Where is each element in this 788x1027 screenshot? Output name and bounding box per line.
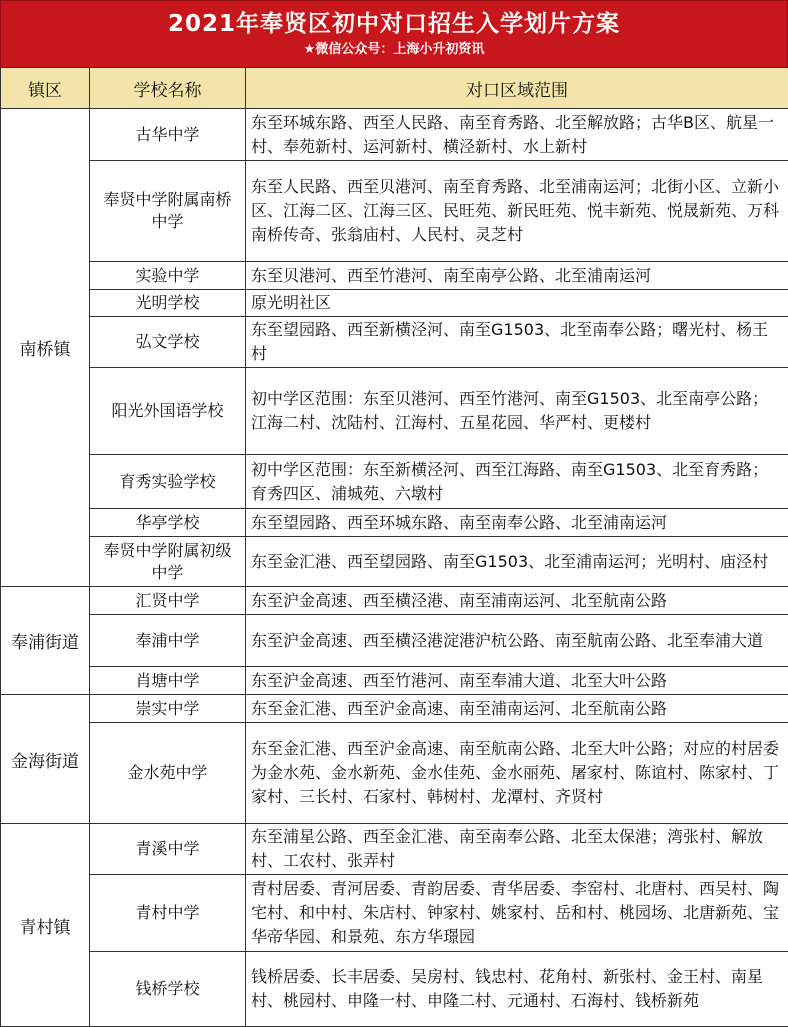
school-name-cell: 崇实中学 [90,695,246,723]
district-cell: 金海街道 [1,695,90,824]
page-header [0,0,788,68]
scope-cell: 东至浦星公路、西至金汇港、南至南奉公路、北至太保港；湾张村、解放村、工农村、张弄村 [246,824,788,875]
school-name-cell: 古华中学 [90,109,246,161]
table-row [1,695,788,723]
district-cell: 青村镇 [1,824,90,1027]
table-row [1,824,788,875]
table-row [1,615,788,667]
scope-cell: 原光明社区 [246,290,788,317]
scope-cell: 青村居委、青河居委、青韵居委、青华居委、李窑村、北唐村、西吴村、陶宅村、和中村、朱店村、钟家村、姚家村、岳和村、桃园场、北唐新苑、宝华帝华园、和景苑、东方华璟园 [246,875,788,952]
school-name-cell: 阳光外国语学校 [90,368,246,455]
school-name-cell: 光明学校 [90,290,246,317]
table-row [1,290,788,317]
table-row [1,317,788,368]
scope-cell: 东至人民路、西至贝港河、南至育秀路、北至浦南运河；北街小区、立新小区、江海二区、江海三区、民旺苑、新民旺苑、悦丰新苑、悦晟新苑、万科南桥传奇、张翁庙村、人民村、灵芝村 [246,161,788,262]
table-row [1,262,788,290]
scope-cell: 东至沪金高速、西至横泾港淀港沪杭公路、南至航南公路、北至奉浦大道 [246,615,788,667]
school-name-cell: 奉贤中学附属初级中学 [90,537,246,587]
scope-cell: 东至环城东路、西至人民路、南至育秀路、北至解放路；古华B区、航星一村、奉苑新村、运河新村、横泾新村、水上新村 [246,109,788,161]
district-cell: 奉浦街道 [1,587,90,695]
school-name-cell: 奉浦中学 [90,615,246,667]
scope-cell: 东至金汇港、西至沪金高速、南至浦南运河、北至航南公路 [246,695,788,723]
page-title: 2021年奉贤区初中对口招生入学划片方案 [168,9,620,39]
scope-cell: 东至望园路、西至环城东路、南至南奉公路、北至浦南运河 [246,509,788,537]
table-row [1,952,788,1027]
table-row [1,723,788,824]
scope-cell: 东至望园路、西至新横泾河、南至G1503、北至南奉公路；曙光村、杨王村 [246,317,788,368]
school-name-cell: 弘文学校 [90,317,246,368]
page-subtitle: ★微信公众号：上海小升初资讯 [304,41,485,59]
school-name-cell: 肖塘中学 [90,667,246,695]
school-name-cell: 青村中学 [90,875,246,952]
scope-cell: 东至贝港河、西至竹港河、南至南亭公路、北至浦南运河 [246,262,788,290]
column-header-school: 学校名称 [90,68,246,109]
scope-cell: 初中学区范围：东至新横泾河、西至江海路、南至G1503、北至育秀路；育秀四区、浦城苑、六墩村 [246,455,788,509]
table-row [1,875,788,952]
table-header-row [1,68,788,109]
school-name-cell: 汇贤中学 [90,587,246,615]
table-row [1,509,788,537]
school-name-cell: 青溪中学 [90,824,246,875]
scope-cell: 东至沪金高速、西至横泾港、南至浦南运河、北至航南公路 [246,587,788,615]
table-row [1,537,788,587]
school-district-table [0,67,788,1027]
scope-cell: 东至金汇港、西至沪金高速、南至航南公路、北至大叶公路；对应的村居委为金水苑、金水新苑、金水佳苑、金水丽苑、屠家村、陈谊村、陈家村、丁家村、三长村、石家村、韩树村、龙潭村、齐贤村 [246,723,788,824]
scope-cell: 东至金汇港、西至望园路、南至G1503、北至浦南运河；光明村、庙泾村 [246,537,788,587]
column-header-district: 镇区 [1,68,90,109]
table-row [1,109,788,161]
school-name-cell: 钱桥学校 [90,952,246,1027]
table-row [1,455,788,509]
scope-cell: 东至沪金高速、西至竹港河、南至奉浦大道、北至大叶公路 [246,667,788,695]
table-row [1,368,788,455]
table-row [1,161,788,262]
column-header-scope: 对口区域范围 [246,68,788,109]
school-name-cell: 奉贤中学附属南桥中学 [90,161,246,262]
school-name-cell: 金水苑中学 [90,723,246,824]
scope-cell: 初中学区范围：东至贝港河、西至竹港河、南至G1503、北至南亭公路；江海二村、沈陆村、江海村、五星花园、华严村、更楼村 [246,368,788,455]
school-name-cell: 育秀实验学校 [90,455,246,509]
school-name-cell: 实验中学 [90,262,246,290]
district-cell: 南桥镇 [1,109,90,587]
scope-cell: 钱桥居委、长丰居委、吴房村、钱忠村、花角村、新张村、金王村、南星村、桃园村、申隆一村、申隆二村、元通村、石海村、钱桥新苑 [246,952,788,1027]
table-row [1,587,788,615]
table-row [1,667,788,695]
school-name-cell: 华亭学校 [90,509,246,537]
